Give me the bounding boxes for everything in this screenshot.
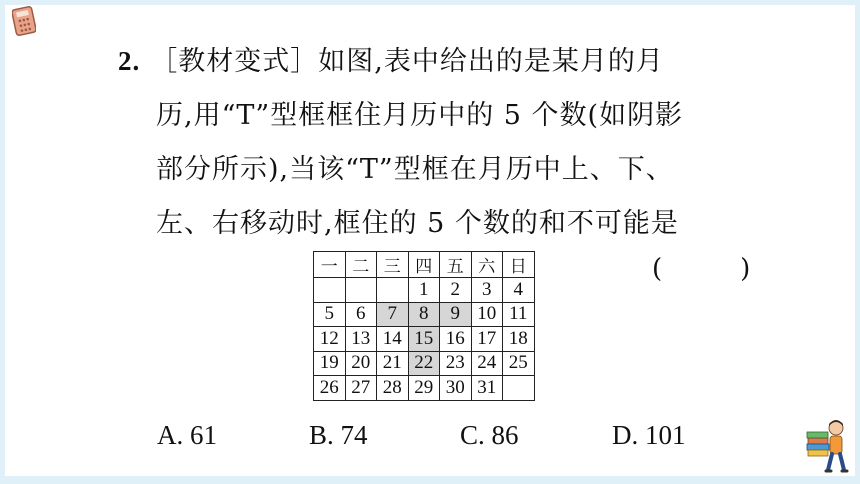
- answer-options: [157, 420, 757, 456]
- question-number: 2.: [118, 46, 141, 76]
- calendar-cell-shaded: 7: [377, 302, 409, 327]
- calendar-cell: 5: [314, 302, 346, 327]
- calendar-cell: 11: [503, 302, 535, 327]
- calendar-cell: 24: [471, 351, 503, 376]
- question-block: [118, 34, 758, 251]
- frame-bottom: [0, 476, 860, 484]
- calendar-cell: 13: [345, 327, 377, 352]
- calendar-cell: 21: [377, 351, 409, 376]
- frame-right: [855, 0, 860, 484]
- calendar-cell: 26: [314, 376, 346, 401]
- calendar-row: [314, 278, 535, 303]
- calendar-cell-shaded: 8: [408, 302, 440, 327]
- calendar-cell: 29: [408, 376, 440, 401]
- calendar-cell: 3: [471, 278, 503, 303]
- calendar-cell: 12: [314, 327, 346, 352]
- calendar-cell: 20: [345, 351, 377, 376]
- question-text-1: ［教材变式］如图,表中给出的是某月的月: [150, 46, 664, 77]
- option-b[interactable]: B. 74: [309, 420, 368, 450]
- weekday-header: 日: [503, 252, 535, 278]
- frame-top: [0, 0, 860, 5]
- frame-left: [0, 0, 5, 484]
- weekday-header: 四: [408, 252, 440, 278]
- calendar-cell: 1: [408, 278, 440, 303]
- option-c[interactable]: C. 86: [460, 420, 519, 450]
- question-line-2: 历,用“T”型框框住月历中的 5 个数(如阴影: [156, 100, 684, 131]
- weekday-header: 六: [471, 252, 503, 278]
- student-carrying-books-icon: [800, 418, 850, 476]
- calendar-cell: [377, 278, 409, 303]
- calendar-cell: 16: [440, 327, 472, 352]
- calendar-cell-shaded: 15: [408, 327, 440, 352]
- calendar-cell: 23: [440, 351, 472, 376]
- calendar-cell: 30: [440, 376, 472, 401]
- calendar-cell: [345, 278, 377, 303]
- calendar-cell: 2: [440, 278, 472, 303]
- option-a[interactable]: A. 61: [157, 420, 217, 450]
- calendar-row: [314, 327, 535, 352]
- calendar-cell-shaded: 9: [440, 302, 472, 327]
- weekday-header: 三: [377, 252, 409, 278]
- calendar-cell: 4: [503, 278, 535, 303]
- calendar-header-row: [314, 252, 535, 278]
- weekday-header: 五: [440, 252, 472, 278]
- question-line-1: [118, 34, 758, 89]
- answer-blank: ( ): [652, 254, 777, 284]
- calendar-cell-shaded: 22: [408, 351, 440, 376]
- question-line-3: 部分所示),当该“T”型框在月历中上、下、: [156, 154, 674, 185]
- calendar-row: [314, 376, 535, 401]
- calendar-row: [314, 351, 535, 376]
- calendar-cell: 27: [345, 376, 377, 401]
- calendar-cell: 25: [503, 351, 535, 376]
- calendar-cell: 14: [377, 327, 409, 352]
- calendar-cell: [314, 278, 346, 303]
- option-d[interactable]: D. 101: [612, 420, 686, 450]
- calendar-table: [313, 251, 535, 401]
- calendar-cell: [503, 376, 535, 401]
- question-line-4: 左、右移动时,框住的 5 个数的和不可能是: [156, 208, 679, 239]
- calendar-cell: 19: [314, 351, 346, 376]
- calendar-cell: 17: [471, 327, 503, 352]
- calendar-cell: 31: [471, 376, 503, 401]
- calendar-cell: 28: [377, 376, 409, 401]
- calendar-row: [314, 302, 535, 327]
- weekday-header: 二: [345, 252, 377, 278]
- calendar-cell: 6: [345, 302, 377, 327]
- calendar-cell: 10: [471, 302, 503, 327]
- weekday-header: 一: [314, 252, 346, 278]
- calculator-icon: [12, 6, 36, 36]
- calendar-cell: 18: [503, 327, 535, 352]
